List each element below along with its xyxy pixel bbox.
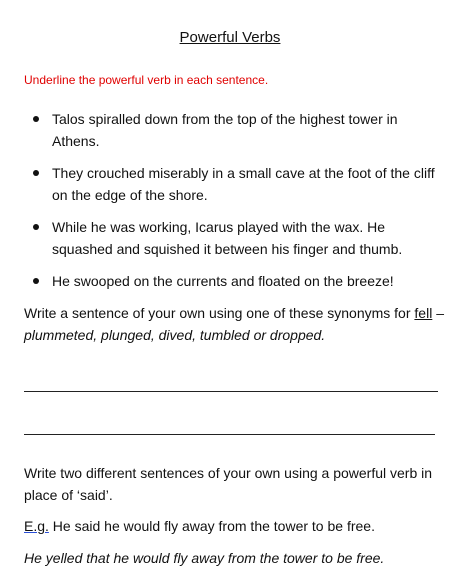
worksheet-title: Powerful Verbs [179, 29, 281, 46]
bullet-icon [33, 170, 39, 176]
sentence-text: They crouched miserably in a small cave at the foot of the cliff on the edge of the shore. [52, 165, 435, 203]
bullet-icon [33, 224, 39, 230]
eg-label: E.g. [24, 518, 49, 534]
sentence-text: Talos spiralled down from the top of the highest tower in Athens. [52, 111, 398, 149]
task2-paragraph: Write two different sentences of your own using a powerful verb in place of ‘said’. [24, 465, 433, 503]
bullet-icon [33, 116, 39, 122]
list-item [24, 270, 444, 292]
task1-dash: – [432, 305, 444, 321]
example-line [24, 515, 444, 537]
list-item [24, 216, 444, 260]
sentence-text: He swooped on the currents and floated on the breeze! [52, 273, 394, 289]
answer-line-1[interactable] [24, 391, 438, 392]
answer-line-2[interactable] [24, 434, 435, 435]
sentence-list [24, 108, 444, 302]
example-italic-line: He yelled that he would fly away from the tower to be free. [24, 550, 385, 566]
task1-paragraph [24, 302, 444, 346]
eg-text: He said he would fly away from the tower to be free. [48, 518, 375, 534]
bullet-icon [33, 278, 39, 284]
list-item [24, 108, 444, 152]
list-item [24, 162, 444, 206]
task1-synonyms: plummeted, plunged, dived, tumbled or dropped. [24, 327, 326, 343]
task1-text: Write a sentence of your own using one of these synonyms for [24, 305, 411, 321]
instruction-text: Underline the powerful verb in each sentence. [24, 73, 269, 87]
sentence-text: While he was working, Icarus played with the wax. He squashed and squished it between his finger and thumb. [52, 219, 403, 257]
task1-word: fell [414, 305, 433, 321]
